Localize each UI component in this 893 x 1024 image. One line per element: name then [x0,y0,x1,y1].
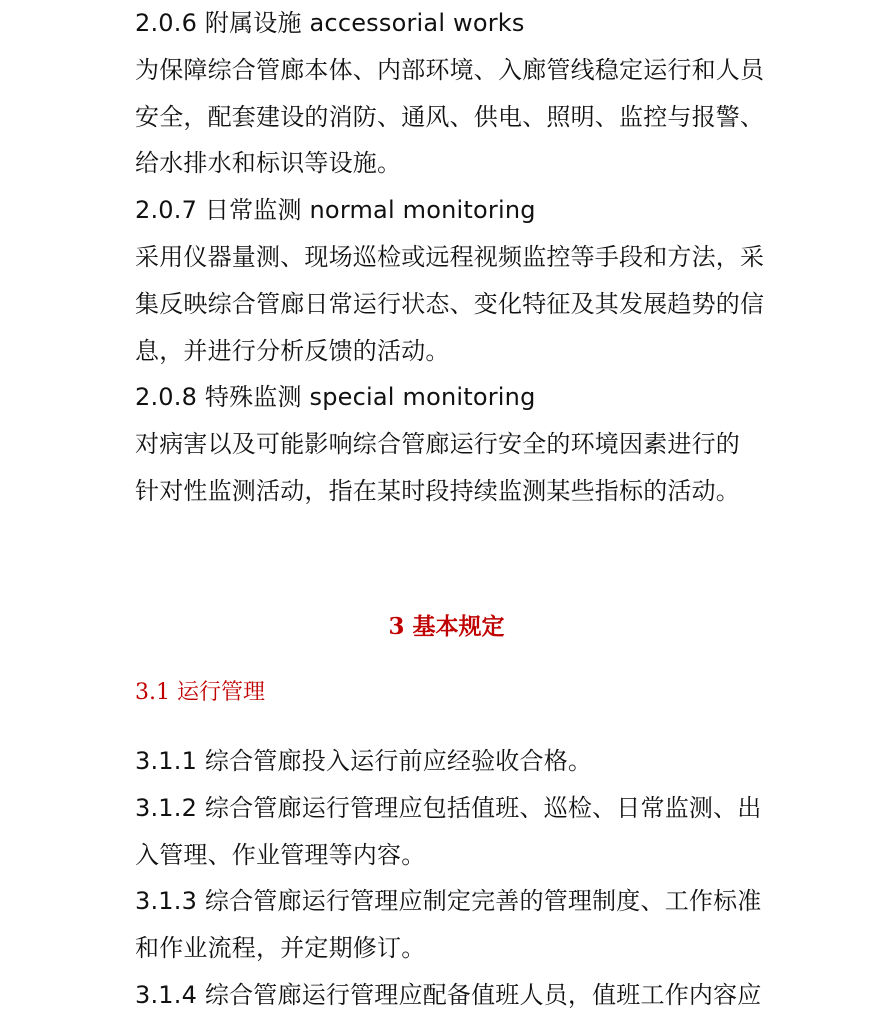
term-text-line: 安全，配套建设的消防、通风、供电、照明、监控与报警、 [135,103,765,131]
clause-line: 3.1.2 综合管廊运行管理应包括值班、巡检、日常监测、出 [135,794,762,822]
term-text-line: 息，并进行分析反馈的活动。 [135,337,450,365]
clause-line: 入管理、作业管理等内容。 [135,841,426,869]
term-heading-2-0-6: 2.0.6 附属设施 accessorial works [135,9,525,37]
term-text-line: 针对性监测活动，指在某时段持续监测某些指标的活动。 [135,477,740,505]
term-text-line: 给水排水和标识等设施。 [135,149,402,177]
term-heading-2-0-7: 2.0.7 日常监测 normal monitoring [135,196,536,224]
term-heading-2-0-8: 2.0.8 特殊监测 special monitoring [135,383,536,411]
clause-line: 3.1.1 综合管廊投入运行前应经验收合格。 [135,747,593,775]
section-title: 3.1 运行管理 [135,680,265,705]
term-text-line: 集反映综合管廊日常运行状态、变化特征及其发展趋势的信 [135,290,765,318]
term-text-line: 采用仪器量测、现场巡检或远程视频监控等手段和方法，采 [135,243,765,271]
term-text-line: 为保障综合管廊本体、内部环境、入廊管线稳定运行和人员 [135,56,765,84]
clause-line: 3.1.4 综合管廊运行管理应配备值班人员，值班工作内容应 [135,981,762,1009]
clause-line: 3.1.3 综合管廊运行管理应制定完善的管理制度、工作标准 [135,887,762,915]
clause-line: 和作业流程，并定期修订。 [135,934,426,962]
term-text-line: 对病害以及可能影响综合管廊运行安全的环境因素进行的 [135,430,740,458]
chapter-title: 3 基本规定 [388,613,505,640]
